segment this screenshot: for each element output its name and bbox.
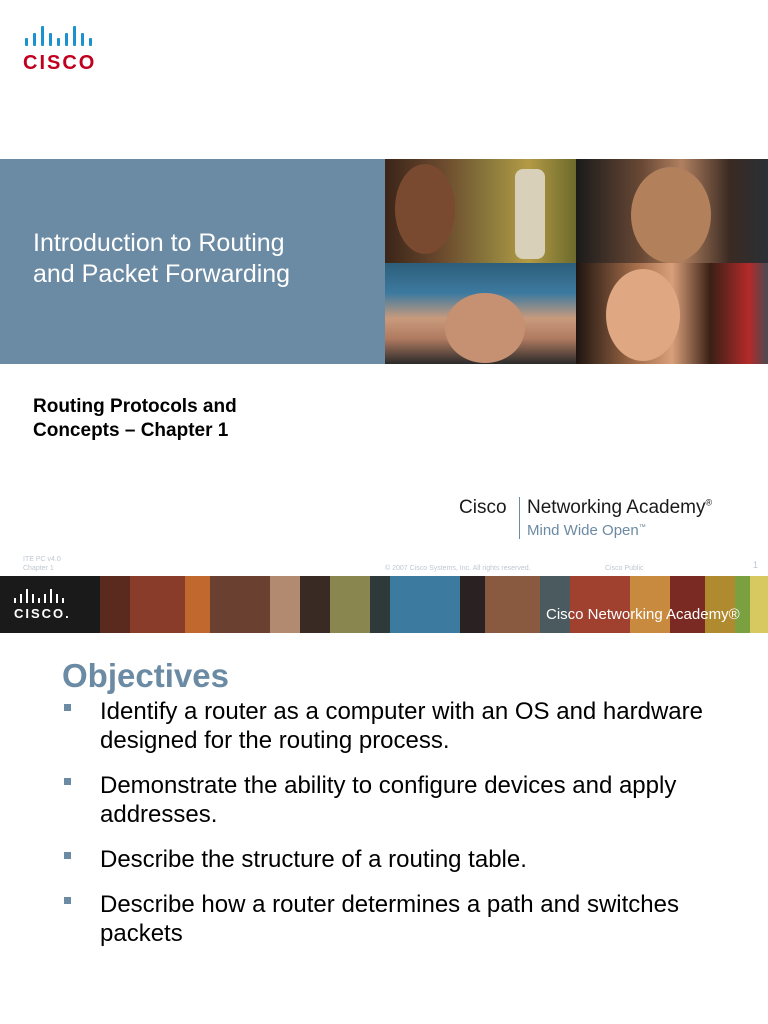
cisco-wordmark: CISCO	[23, 52, 97, 74]
slide-header-strip	[0, 576, 768, 633]
networking-academy-logo	[459, 497, 759, 545]
footer-page-number: 1	[753, 560, 759, 570]
list-item: Identify a router as a computer with an OS and hardware designed for the routing process.	[62, 697, 752, 755]
strip-cisco-bars-icon	[14, 589, 71, 603]
photo-woman-smiling	[576, 263, 768, 364]
cisco-logo	[23, 24, 123, 76]
strip-academy-name: Cisco Networking Academy®	[546, 606, 740, 623]
na-cisco-text: Cisco	[459, 497, 507, 518]
photo-person-hood	[385, 263, 576, 364]
objectives-list	[62, 697, 752, 964]
na-tagline: Mind Wide Open™	[527, 522, 646, 539]
photo-young-man	[385, 159, 576, 263]
footer-chapter: Chapter 1	[23, 565, 54, 572]
objectives-title: Objectives	[62, 657, 229, 694]
subtitle-line-1: Routing Protocols and	[33, 396, 237, 417]
photo-man-smiling	[576, 159, 768, 263]
title-line-1: Introduction to Routing	[33, 229, 285, 257]
bullet-icon	[64, 852, 71, 859]
bullet-icon	[64, 897, 71, 904]
list-item: Describe the structure of a routing table.	[62, 845, 752, 874]
bullet-icon	[64, 778, 71, 785]
cisco-bars-icon	[25, 24, 123, 46]
footer-classification: Cisco Public	[605, 565, 644, 572]
list-item: Describe how a router determines a path and switches packets	[62, 890, 752, 948]
footer-copyright: © 2007 Cisco Systems, Inc. All rights reserved.	[385, 565, 531, 572]
footer-course: ITE PC v4.0 Chapter 1	[23, 556, 61, 572]
bullet-icon	[64, 704, 71, 711]
strip-cisco-wordmark: CISCO.	[14, 606, 71, 621]
title-line-2: and Packet Forwarding	[33, 260, 291, 288]
strip-cisco-logo	[14, 589, 71, 621]
list-item: Demonstrate the ability to configure devices and apply addresses.	[62, 771, 752, 829]
slide-title	[33, 228, 373, 290]
na-name: Networking Academy®	[527, 497, 713, 518]
na-divider	[519, 497, 520, 539]
slide-subtitle	[33, 395, 237, 443]
subtitle-line-2: Concepts – Chapter 1	[33, 420, 229, 441]
